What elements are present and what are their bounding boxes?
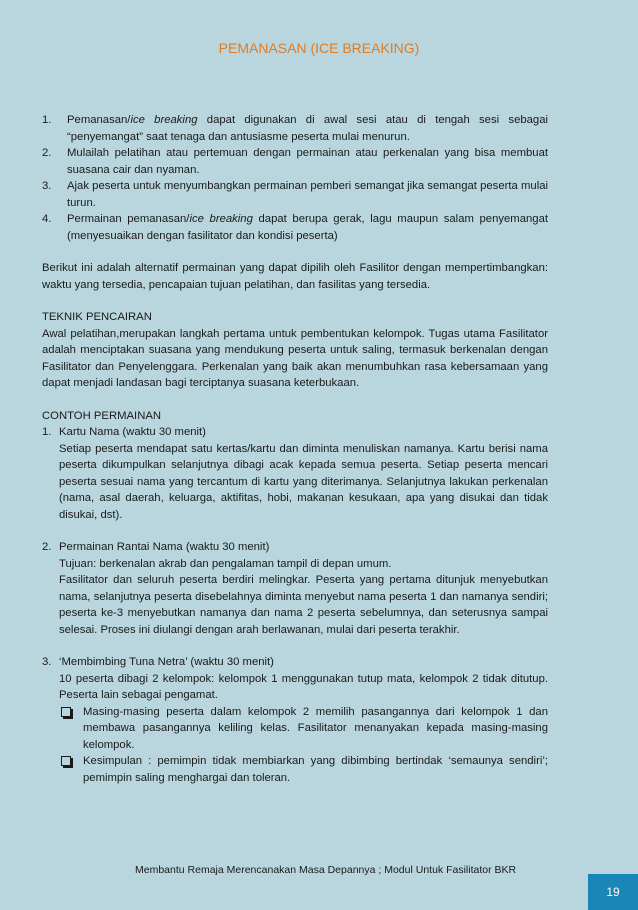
list-italic-text: ice breaking [130, 114, 198, 126]
game-title [42, 424, 548, 441]
game-title [42, 654, 548, 671]
game-paragraph: 10 peserta dibagi 2 kelompok: kelompok 1 menggunakan tutup mata, kelompok 2 tidak ditutup. Peserta lain sebagai pengamat. [59, 672, 548, 701]
game-item [42, 539, 548, 638]
section-heading-contoh: CONTOH PERMAINAN [42, 409, 162, 422]
checkbox-bullet-icon [61, 707, 71, 717]
checkbox-bullet-icon [61, 756, 71, 766]
list-item [42, 178, 548, 211]
list-item [42, 211, 548, 244]
game-item [42, 654, 548, 786]
section-heading-teknik: TEKNIK PENCAIRAN [42, 311, 152, 323]
game-item [42, 424, 548, 523]
list-item [42, 145, 548, 178]
list-number: 4. [42, 213, 52, 225]
bullet-text: Kesimpulan : pemimpin tidak membiarkan yang dibimbing bertindak ‘semaunya sendiri’; pemimpin saling menghargai dan toleran. [83, 755, 548, 784]
list-text: dapat digunakan di awal sesi atau di tengah sesi sebagai “penyemangat” saat tenaga dan antusiasme peserta mulai menurun. [67, 114, 548, 143]
list-text: Permainan pemanasan/ [67, 213, 190, 225]
intro-list [42, 112, 548, 244]
game-paragraph: Fasilitator dan seluruh peserta berdiri melingkar. Peserta yang pertama ditunjuk menyebutkan nama, selanjutnya peserta disebelahnya diminta menyebut nama peserta 1 dan namanya sendiri; peserta ke-3 menyebutkan namanya dan nama 2 peserta sebelumnya, dan seterusnya sampai selesai. Proses ini diulangi dengan arah berlawanan, mulai dari peserta terakhir. [59, 574, 548, 636]
list-italic-text: ice breaking [189, 213, 253, 225]
list-text: Pemanasan/ [67, 114, 131, 126]
game-number: 2. [42, 541, 52, 553]
bullet-text: Masing-masing peserta dalam kelompok 2 memilih pasangannya dari kelompok 1 dan membawa pasangannya keliling kelas. Fasilitator menanyakan kepada masing-masing kelompok. [83, 705, 548, 751]
bullet-item [59, 704, 548, 754]
list-text: Ajak peserta untuk menyumbangkan permainan pemberi semangat jika semangat peserta mulai turun. [67, 180, 548, 209]
bullet-item [59, 753, 548, 786]
game-paragraph: Tujuan: berkenalan akrab dan pengalaman tampil di depan umum. [59, 557, 392, 570]
list-number: 1. [42, 114, 52, 126]
list-item [42, 112, 548, 145]
game-title-text: Kartu Nama (waktu 30 menit) [59, 426, 206, 438]
game-number: 1. [42, 426, 52, 438]
list-number: 3. [42, 180, 52, 192]
game-paragraph: Setiap peserta mendapat satu kertas/kartu dan diminta menuliskan namanya. Kartu berisi nama peserta dikumpulkan selanjutnya dibagi acak kepada semua peserta. Setiap peserta mencari peserta sesuai nama yang tercantum di kartu yang diterimanya. Selanjutnya lakukan perkenalan (nama, asal daerah, keluarga, aktifitas, hobi, makanan kesukaan, apa yang disukai dan tidak disukai, dst). [59, 442, 548, 521]
list-text: dapat berupa gerak, lagu maupun salam penyemangat (menyesuaikan dengan fasilitator dan kondisi peserta) [67, 213, 548, 242]
list-number: 2. [42, 147, 52, 159]
game-title-text: Permainan Rantai Nama (waktu 30 menit) [59, 541, 270, 553]
game-title [42, 539, 548, 556]
page-number-badge: 19 [588, 874, 638, 910]
intro-paragraph: Berikut ini adalah alternatif permainan yang dapat dipilih oleh Fasilitor dengan mempertimbangkan: waktu yang tersedia, pencapaian tujuan pelatihan, dan fasilitas yang tersedia. [42, 262, 548, 291]
list-text: Mulailah pelatihan atau pertemuan dengan permainan atau perkenalan yang bisa membuat suasana cair dan nyaman. [67, 147, 548, 176]
footer-text: Membantu Remaja Merencanakan Masa Depannya ; Modul Untuk Fasilitator BKR [135, 864, 517, 876]
teknik-paragraph: Awal pelatihan,merupakan langkah pertama untuk pembentukan kelompok. Tugas utama Fasilitator adalah menciptakan suasana yang mendukung peserta untuk saling, termasuk berkenalan dengan Fasilitator dan Penyelenggara. Perkenalan yang baik akan menumbuhkan rasa kebersamaan yang dapat menjadi landasan bagi terciptanya suasana keterbukaan. [42, 327, 548, 389]
game-number: 3. [42, 656, 52, 668]
main-content [42, 112, 548, 786]
game-title-text: ‘Membimbing Tuna Netra’ (waktu 30 menit) [59, 656, 274, 668]
bullet-list [42, 704, 548, 787]
page-title: PEMANASAN (ICE BREAKING) [218, 40, 420, 56]
